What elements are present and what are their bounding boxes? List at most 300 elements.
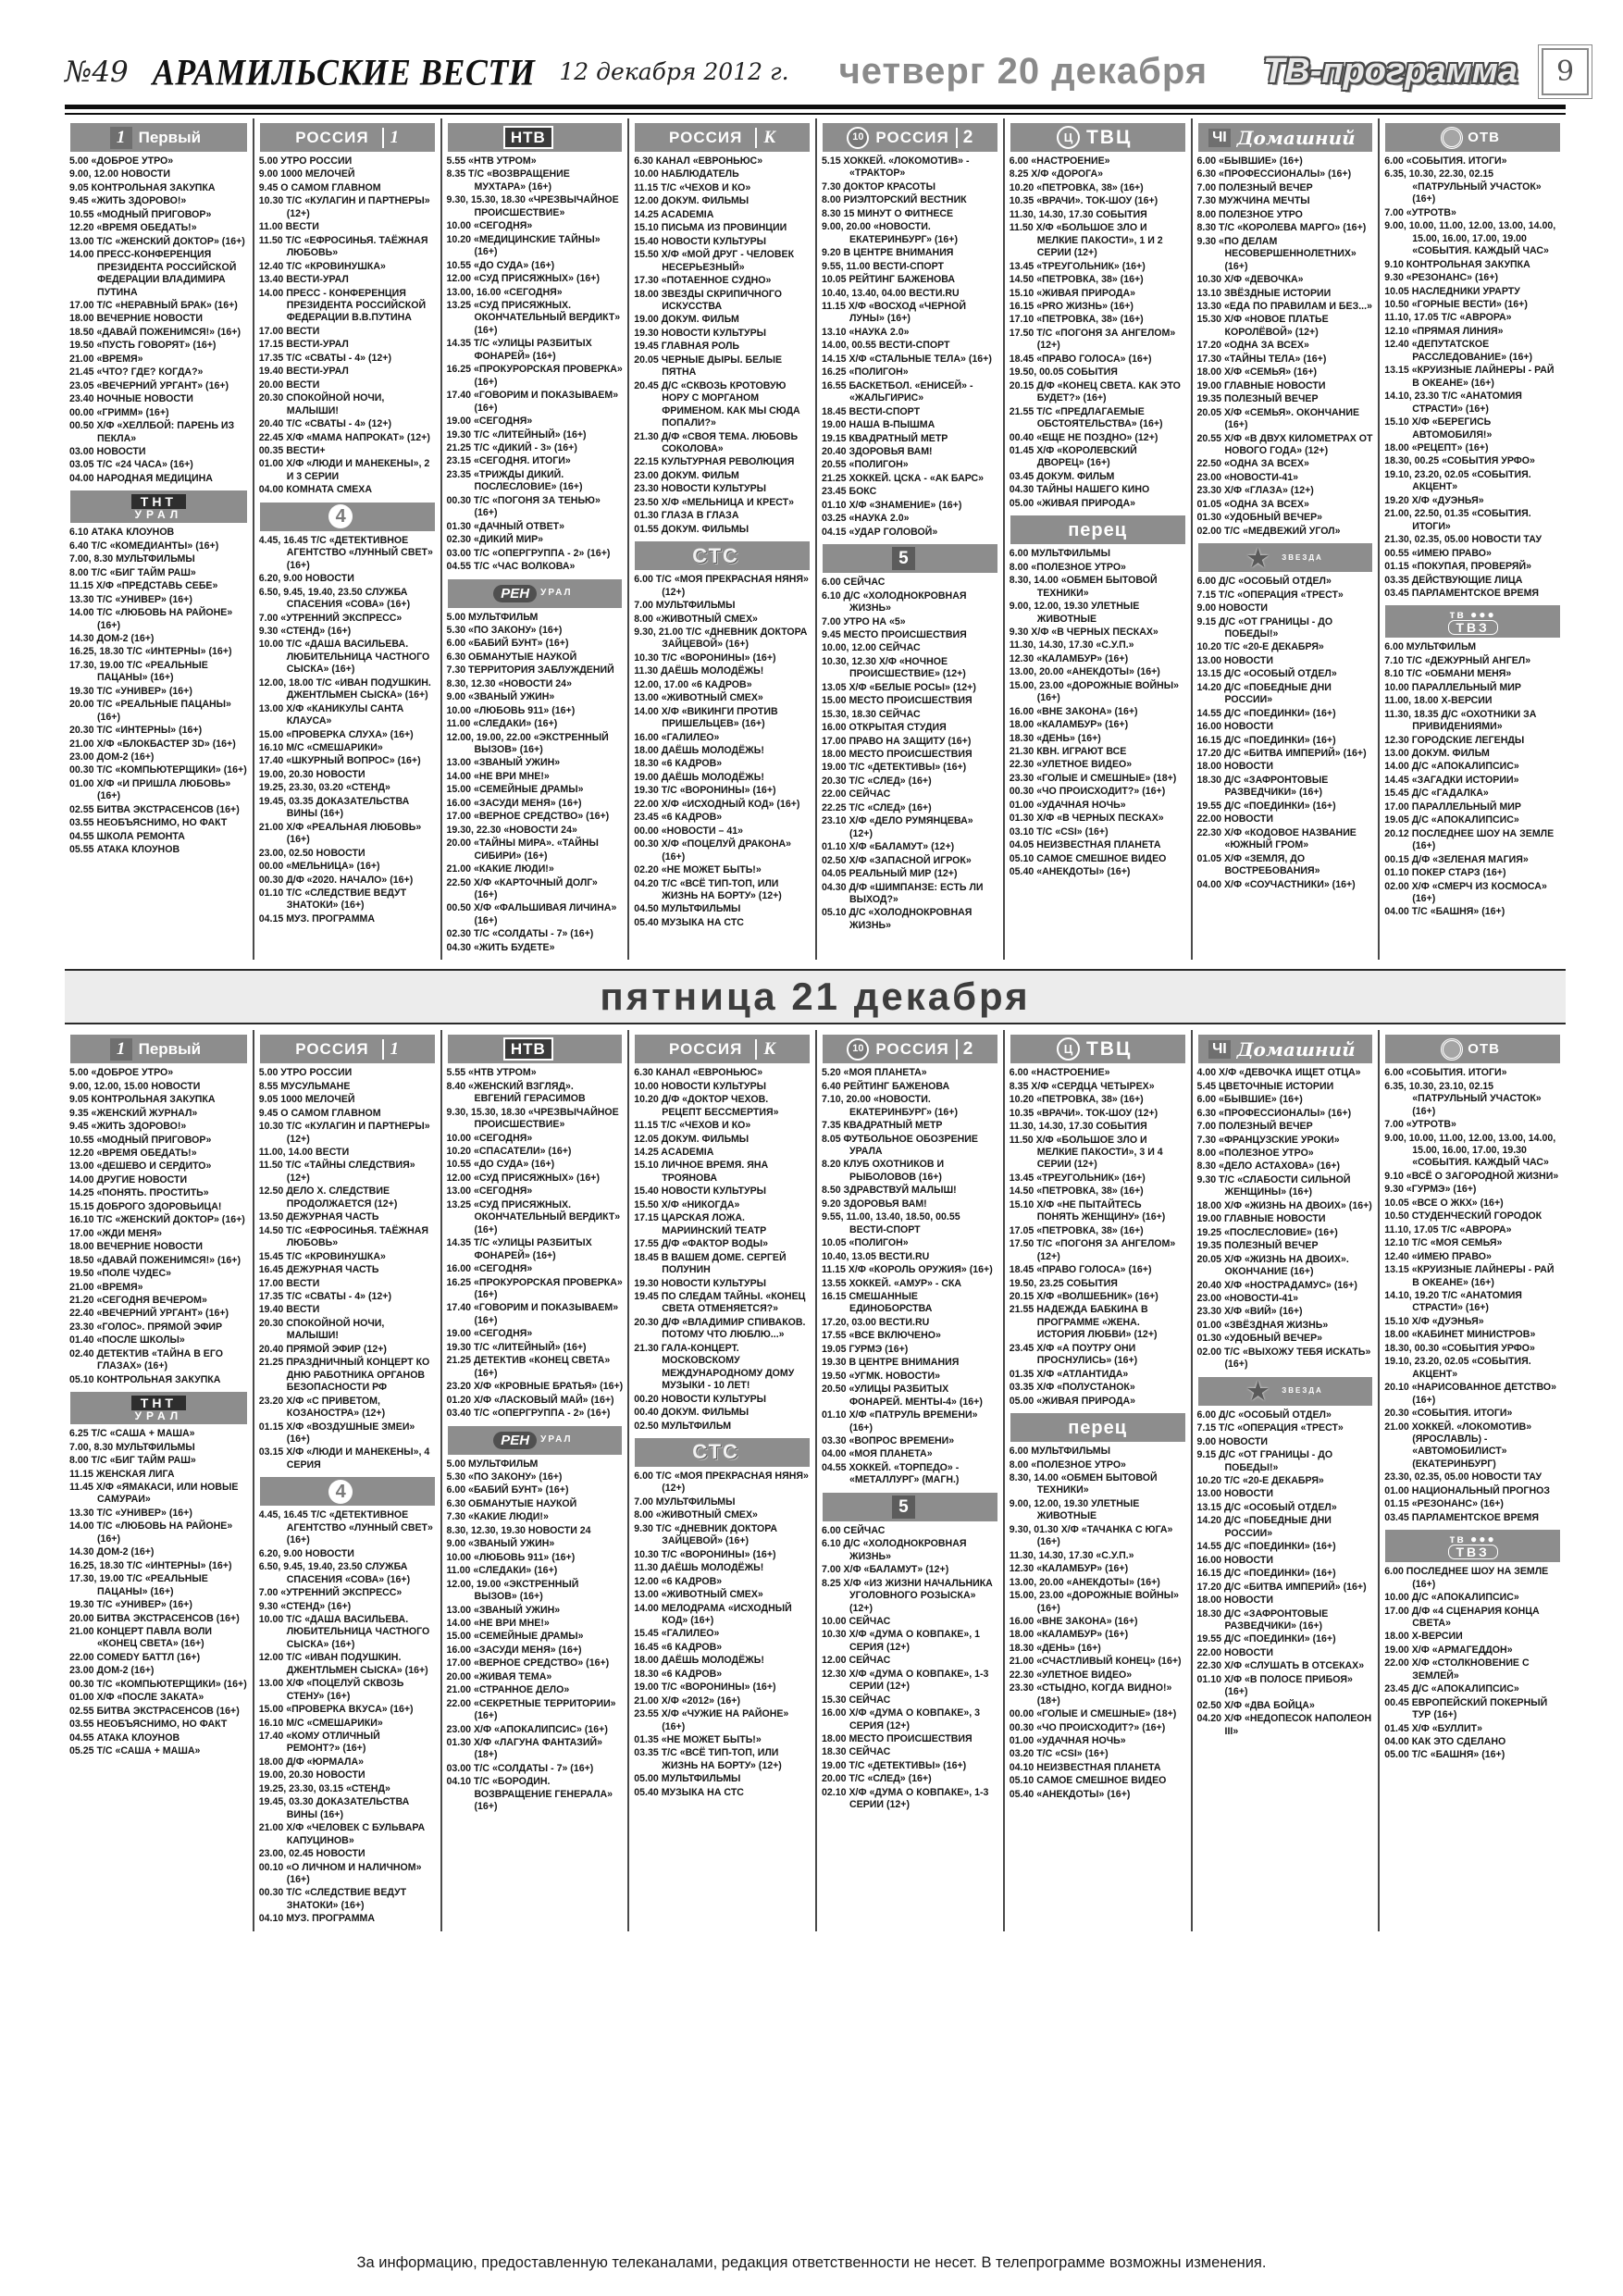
program-item: 21.00 «СТРАННОЕ ДЕЛО» — [446, 1684, 570, 1696]
program-item: 02.00 Х/Ф «СМЕРЧ ИЗ КОСМОСА» (16+) — [1384, 880, 1547, 905]
program-item: 21.00, 22.50, 01.35 «СОБЫТИЯ. ИТОГИ» — [1384, 508, 1531, 532]
program-list-tnt-ural — [69, 1428, 248, 1757]
domashniy-logo-text: Домашний — [1236, 1037, 1356, 1061]
program-item: 5.55 «НТВ УТРОМ» — [446, 1067, 537, 1079]
program-item: 5.00 «ДОБРОЕ УТРО» — [69, 155, 174, 167]
program-item: 14.25 ACADEMIA — [634, 208, 714, 220]
day-grid-thursday — [65, 118, 1566, 960]
program-item: 9.35 «ЖЕНСКИЙ ЖУРНАЛ» — [69, 1107, 198, 1119]
program-item: 19.55 Д/С «ПОЕДИНКИ» (16+) — [1196, 800, 1336, 812]
program-item: 6.30 КАНАЛ «ЕВРОНЬЮС» — [634, 1067, 763, 1079]
rossiya-1-logo-text: РОССИЯ — [295, 1040, 369, 1059]
program-item: 18.00 НОВОСТИ — [1196, 761, 1273, 773]
program-list-otv — [1384, 155, 1561, 600]
program-item: 14.20 Д/С «ПОБЕДНЫЕ ДНИ РОССИИ» — [1196, 681, 1332, 706]
program-item: 13.40 ВЕСТИ-УРАЛ — [258, 274, 349, 286]
program-item: 10.20 «ПЕТРОВКА, 38» (16+) — [1009, 1094, 1144, 1106]
program-item: 9.30 «СТЕНД» (16+) — [258, 625, 352, 637]
program-list-4-kanal — [259, 1509, 436, 1926]
program-list-ren-ural — [447, 612, 624, 955]
rossiya-k-logo-icon: К — [755, 128, 775, 148]
program-item: 14.00 Х/Ф «ВИКИНГИ ПРОТИВ ПРИШЕЛЬЦЕВ» (16+) — [634, 705, 778, 730]
program-item: 22.40 «ВЕЧЕРНИЙ УРГАНТ» (16+) — [69, 1308, 229, 1320]
program-item: 18.00 Х/Ф «ЖИЗНЬ НА ДВОИХ» (16+) — [1196, 1199, 1372, 1211]
perviy-logo-icon: 1 — [110, 1038, 132, 1061]
program-item: 6.35, 10.30, 23.10, 02.15 «ПАТРУЛЬНЫЙ УЧАСТОК» (16+) — [1384, 1080, 1542, 1117]
program-item: 04.30 ТАЙНЫ НАШЕГО КИНО — [1009, 484, 1150, 496]
program-list-4-kanal — [259, 535, 436, 926]
page-header — [65, 0, 1575, 95]
program-item: 13.00 НОВОСТИ — [1196, 1488, 1273, 1500]
tv3-logo-text: ТВЗ — [1448, 1545, 1498, 1559]
program-list-ntv — [447, 155, 624, 574]
program-item: 15.50 Х/Ф «МОЙ ДРУГ - ЧЕЛОВЕК НЕСЕРЬЕЗНЫЙ» — [634, 249, 795, 273]
program-item: 19.10, 23.20, 02.05 «СОБЫТИЯ. АКЦЕНТ» — [1384, 468, 1531, 493]
program-item: 9.45 «ЖИТЬ ЗДОРОВО!» — [69, 1121, 187, 1133]
program-item: 05.40 МУЗЫКА НА СТС — [634, 916, 744, 928]
program-item: 01.15 Х/Ф «ВОЗДУШНЫЕ ЗМЕИ» (16+) — [258, 1421, 415, 1445]
program-item: 10.55 «МОДНЫЙ ПРИГОВОР» — [69, 1134, 212, 1146]
program-item: 6.00 «СОБЫТИЯ. ИТОГИ» — [1384, 155, 1507, 167]
program-item: 23.30 Х/Ф «ВИЙ» (16+) — [1196, 1306, 1303, 1318]
program-item: 11.50 Т/С «ТАЙНЫ СЛЕДСТВИЯ» (12+) — [258, 1160, 415, 1184]
program-item: 16.15 Д/С «ПОЕДИНКИ» (16+) — [1196, 734, 1336, 746]
program-item: 6.00 «НАСТРОЕНИЕ» — [1009, 1067, 1110, 1079]
program-item: 14.00, 00.55 ВЕСТИ-СПОРТ — [822, 340, 950, 352]
program-item: 15.00 «ПРОВЕРКА ВКУСА» (16+) — [258, 1704, 414, 1716]
channel-logo-zvezda — [1198, 543, 1373, 572]
program-item: 10.00 «ЛЮБОВЬ 911» (16+) — [446, 1551, 576, 1563]
program-item: 6.00 «НАСТРОЕНИЕ» — [1009, 155, 1110, 167]
program-item: 18.00 ДАЁШЬ МОЛОДЁЖЬ! — [634, 745, 764, 757]
rossiya-k-logo-text: РОССИЯ — [669, 129, 743, 146]
program-item: 11.30, 14.30, 17.30 «С.У.П.» — [1009, 1549, 1134, 1561]
program-column — [253, 118, 440, 960]
program-item: 12.00 «СУД ПРИСЯЖНЫХ» (16+) — [446, 1172, 600, 1184]
program-item: 12.00, 18.00 Т/С «ИВАН ПОДУШКИН. ДЖЕНТЛЬМЕН СЫСКА» (16+) — [258, 676, 431, 701]
perviy-logo-text: Первый — [138, 129, 202, 146]
program-item: 10.20 «МЕДИЦИНСКИЕ ТАЙНЫ» (16+) — [446, 233, 601, 258]
program-list-rossiya-2 — [822, 155, 998, 539]
program-item: 11.00 ВЕСТИ — [258, 221, 319, 233]
program-list-ren-ural — [447, 1458, 624, 1814]
program-item: 13.05 Х/Ф «БЕЛЫЕ РОСЫ» (12+) — [822, 681, 976, 693]
program-item: 14.55 Д/С «ПОЕДИНКИ» (16+) — [1196, 1541, 1336, 1553]
program-item: 00.30 Х/Ф «ПОЦЕЛУЙ ДРАКОНА» (16+) — [634, 838, 792, 863]
channel-logo-ren-ural — [448, 579, 623, 608]
program-item: 12.30 Х/Ф «ДУМА О КОВПАКЕ», 1-3 СЕРИИ (12+) — [822, 1668, 989, 1693]
program-item: 19.30 НОВОСТИ КУЛЬТУРЫ — [634, 327, 767, 339]
ren-ural-logo-icon: РЕН — [493, 585, 537, 602]
program-item: 13.30 Т/С «УНИВЕР» (16+) — [69, 593, 192, 605]
program-item: 03.35 ДЕЙСТВУЮЩИЕ ЛИЦА — [1384, 574, 1523, 586]
program-item: 04.50 МУЛЬТФИЛЬМЫ — [634, 903, 741, 915]
perec-logo-text: перец — [1068, 1417, 1128, 1438]
issue-number: №49 — [65, 55, 129, 89]
program-item: 8.30 15 МИНУТ О ФИТНЕСЕ — [822, 207, 954, 219]
program-item: 19.25 «ПОСЛЕСЛОВИЕ» (16+) — [1196, 1226, 1338, 1238]
ren-ural-logo-text: УРАЛ — [540, 1434, 573, 1446]
program-item: 6.00 МУЛЬТФИЛЬМЫ — [1009, 548, 1111, 560]
program-item: 19.30 Т/С «ЛИТЕЙНЫЙ» (16+) — [446, 1341, 587, 1353]
program-item: 4.00 Х/Ф «ДЕВОЧКА ИЩЕТ ОТЦА» — [1196, 1067, 1361, 1079]
program-item: 12.50 ДЕЛО Х. СЛЕДСТВИЕ ПРОДОЛЖАЕТСЯ (12+) — [258, 1185, 398, 1210]
program-item: 5.45 ЦВЕТОЧНЫЕ ИСТОРИИ — [1196, 1080, 1334, 1092]
program-item: 04.00 «МОЯ ПЛАНЕТА» — [822, 1448, 933, 1460]
program-item: 7.00 «УТРЕННИЙ ЭКСПРЕСС» — [258, 612, 403, 624]
program-item: 03.40 Т/С «ОПЕРГРУППА - 2» (16+) — [446, 1408, 611, 1420]
program-item: 14.25 «ПОНЯТЬ. ПРОСТИТЬ» — [69, 1187, 209, 1199]
program-item: 21.25 ДЕТЕКТИВ «КОНЕЦ СВЕТА» (16+) — [446, 1355, 611, 1379]
channel-logo-ntv — [448, 123, 623, 152]
program-item: 19.50 «ПОЛЕ ЧУДЕС» — [69, 1268, 172, 1280]
4-kanal-logo-icon: 4 — [328, 504, 353, 528]
program-item: 21.00 Х/Ф «РЕАЛЬНАЯ ЛЮБОВЬ» (16+) — [258, 821, 422, 846]
program-item: 5.30 «ПО ЗАКОНУ» (16+) — [446, 1471, 563, 1483]
program-item: 20.30 СПОКОЙНОЙ НОЧИ, МАЛЫШИ! — [258, 392, 385, 416]
program-column — [440, 1030, 628, 1931]
program-item: 21.00 «СЧАСТЛИВЫЙ КОНЕЦ» (16+) — [1009, 1656, 1182, 1668]
program-item: 13.25 «СУД ПРИСЯЖНЫХ. ОКОНЧАТЕЛЬНЫЙ ВЕРДИКТ» (16+) — [446, 1198, 621, 1235]
program-item: 7.30 МУЖЧИНА МЕЧТЫ — [1196, 195, 1310, 207]
program-item: 00.30 «ЧО ПРОИСХОДИТ?» (16+) — [1009, 786, 1166, 798]
program-item: 10.50 СТУДЕНЧЕСКИЙ ГОРОДОК — [1384, 1210, 1542, 1222]
program-item: 17.15 ВЕСТИ-УРАЛ — [258, 339, 349, 351]
program-item: 16.25, 18.30 Т/С «ИНТЕРНЫ» (16+) — [69, 646, 232, 658]
program-item: 12.00 ДОКУМ. ФИЛЬМЫ — [634, 195, 750, 207]
program-item: 17.35 Т/С «СВАТЫ - 4» (12+) — [258, 1290, 392, 1302]
program-item: 19.35 ПОЛЕЗНЫЙ ВЕЧЕР — [1196, 1240, 1319, 1252]
program-item: 9.30 «ПО ДЕЛАМ НЕСОВЕРШЕННОЛЕТНИХ» (16+) — [1196, 235, 1357, 272]
program-item: 01.30 «ДАЧНЫЙ ОТВЕТ» — [446, 520, 565, 532]
program-item: 01.35 «НЕ МОЖЕТ БЫТЬ!» — [634, 1734, 762, 1746]
rossiya-2-logo-text: РОССИЯ — [875, 1040, 949, 1059]
program-item: 03.05 Т/С «24 ЧАСА» (16+) — [69, 459, 193, 471]
program-item: 14.00 Т/С «ЛЮБОВЬ НА РАЙОНЕ» (16+) — [69, 1520, 233, 1545]
program-item: 15.00 МЕСТО ПРОИСШЕСТВИЯ — [822, 695, 973, 707]
program-item: 14.10, 19.20 Т/С «АНАТОМИЯ СТРАСТИ» (16+) — [1384, 1289, 1522, 1314]
program-item: 5.55 «НТВ УТРОМ» — [446, 155, 537, 167]
channel-logo-rossiya-2 — [823, 1035, 997, 1063]
program-item: 6.40 РЕЙТИНГ БАЖЕНОВА — [822, 1080, 950, 1092]
program-item: 19.05 ГУРМЭ (16+) — [822, 1343, 909, 1355]
program-column — [65, 1030, 253, 1931]
program-item: 00.50 Х/Ф «ФАЛЬШИВАЯ ЛИЧИНА» (16+) — [446, 902, 617, 926]
program-item: 02.30 «ДИКИЙ МИР» — [446, 534, 544, 546]
program-item: 17.00 ВЕСТИ — [258, 1277, 320, 1289]
program-item: 10.20 «СПАСАТЕЛИ» (16+) — [446, 1146, 572, 1157]
program-item: 7.00 ПОЛЕЗНЫЙ ВЕЧЕР — [1196, 1121, 1313, 1133]
program-item: 9.30 Х/Ф «В ЧЕРНЫХ ПЕСКАХ» — [1009, 626, 1158, 638]
program-item: 13.15 «КРУИЗНЫЕ ЛАЙНЕРЫ - РАЙ В ОКЕАНЕ» (16+) — [1384, 365, 1555, 389]
program-item: 9.00, 10.00, 11.00, 12.00, 13.00, 14.00, 15.00, 16.00, 17.00, 19.00 «СОБЫТИЯ. КАЖДЫЙ ЧАС» — [1384, 220, 1556, 257]
program-item: 12.00, 19.00 «ЭКСТРЕННЫЙ ВЫЗОВ» (16+) — [446, 1578, 579, 1603]
program-item: 11.10, 17.05 Т/С «АВРОРА» — [1384, 312, 1512, 324]
program-item: 01.45 Х/Ф «БУЛЛИТ» — [1384, 1722, 1482, 1734]
program-item: 10.00 СЕЙЧАС — [822, 1615, 891, 1627]
program-item: 05.40 МУЗЫКА НА СТС — [634, 1786, 744, 1798]
program-item: 20.30 «СОБЫТИЯ. ИТОГИ» — [1384, 1408, 1513, 1420]
program-item: 7.00 Х/Ф «БАЛАМУТ» (12+) — [822, 1564, 949, 1576]
program-item: 13.45 «ТРЕУГОЛЬНИК» (16+) — [1009, 1172, 1146, 1184]
program-item: 13.00 Х/Ф «ПОЦЕЛУЙ СКВОЗЬ СТЕНУ» (16+) — [258, 1678, 404, 1702]
program-item: 8.30, 12.30, 19.30 НОВОСТИ 24 — [446, 1524, 591, 1536]
program-item: 20.00 ВЕСТИ — [258, 379, 320, 391]
zvezda-logo-icon: ★ — [1246, 1377, 1270, 1406]
rossiya-2-logo-sub: 2 — [956, 128, 973, 148]
program-item: 00.00 «НОВОСТИ – 41» — [634, 825, 744, 837]
program-item: 17.55 «ВСЕ ВКЛЮЧЕНО» — [822, 1330, 941, 1342]
program-list-domashniy — [1197, 155, 1374, 538]
program-item: 03.30 «ВОПРОС ВРЕМЕНИ» — [822, 1434, 955, 1446]
program-item: 00.30 Т/С «СЛЕДСТВИЕ ВЕДУТ ЗНАТОКИ» (16+) — [258, 1887, 407, 1911]
program-item: 10.30 Х/Ф «ДУМА О КОВПАКЕ», 1 СЕРИЯ (12+) — [822, 1629, 981, 1653]
program-item: 19.35 ПОЛЕЗНЫЙ ВЕЧЕР — [1196, 393, 1319, 405]
program-item: 11.15 Х/Ф «КОРОЛЬ ОРУЖИЯ» (16+) — [822, 1264, 993, 1276]
program-item: 14.00 МЕЛОДРАМА «ИСХОДНЫЙ КОД» (16+) — [634, 1602, 792, 1626]
program-item: 04.00 КАК ЭТО СДЕЛАНО — [1384, 1736, 1506, 1748]
4-kanal-logo-icon: 4 — [328, 1480, 353, 1504]
program-item: 8.30 Т/С «КОРОЛЕВА МАРГО» (16+) — [1196, 222, 1367, 234]
program-item: 21.00 ХОККЕЙ. «ЛОКОМОТИВ» (ЯРОСЛАВЛЬ) - «АВТОМОБИЛИСТ» (ЕКАТЕРИНБУРГ) — [1384, 1421, 1532, 1470]
program-item: 8.00 «ПОЛЕЗНОЕ УТРО» — [1009, 561, 1126, 573]
program-item: 9.00 «ЗВАНЫЙ УЖИН» — [446, 1538, 555, 1550]
program-item: 10.00 ПАРАЛЛЕЛЬНЫЙ МИР — [1384, 681, 1521, 693]
program-item: 17.55 Д/Ф «ФАКТОР ВОДЫ» — [634, 1238, 768, 1250]
program-item: 02.50 МУЛЬТФИЛЬМ — [634, 1420, 732, 1432]
channel-logo-rossiya-2 — [823, 123, 997, 152]
program-item: 23.00 ДОКУМ. ФИЛЬМ — [634, 469, 739, 481]
program-item: 8.25 Х/Ф «ДОРОГА» — [1009, 168, 1104, 180]
program-item: 17.20 Д/С «БИТВА ИМПЕРИЙ» (16+) — [1196, 748, 1367, 760]
program-item: 04.20 Т/С «ВСЁ ТИП-ТОП, ИЛИ ЖИЗНЬ НА БОРТУ» (12+) — [634, 877, 782, 902]
program-item: 03.45 ПАРЛАМЕНТСКОЕ ВРЕМЯ — [1384, 1511, 1540, 1523]
program-item: 21.00 «КАКИЕ ЛЮДИ!» — [446, 863, 554, 875]
program-item: 03.20 Т/С «CSI» (16+) — [1009, 1748, 1109, 1760]
program-item: 10.55 «ДО СУДА» (16+) — [446, 259, 555, 271]
program-item: 9.00, 12.00 НОВОСТИ — [69, 168, 170, 180]
program-item: 20.05 Х/Ф «ЖИЗНЬ НА ДВОИХ». ОКОНЧАНИЕ (16+) — [1196, 1253, 1349, 1278]
program-item: 16.15 Д/С «ПОЕДИНКИ» (16+) — [1196, 1568, 1336, 1580]
program-item: 6.30 КАНАЛ «ЕВРОНЬЮС» — [634, 155, 763, 167]
program-item: 20.40 ЗДОРОВЬЯ ВАМ! — [822, 445, 933, 457]
tvc-logo-text: ТВЦ — [1085, 127, 1133, 148]
program-item: 21.00 Х/Ф «2012» (16+) — [634, 1694, 741, 1706]
program-item: 11.15 Х/Ф «ВОСХОД «ЧЕРНОЙ ЛУНЫ» (16+) — [822, 300, 966, 325]
program-item: 21.00 Х/Ф «БЛОКБАСТЕР 3D» (16+) — [69, 738, 236, 750]
program-item: 10.00 «СЕГОДНЯ» — [446, 220, 533, 232]
program-item: 23.00 Х/Ф «АПОКАЛИПСИС» (16+) — [446, 1723, 608, 1735]
program-item: 12.40 «ДЕПУТАТСКОЕ РАССЛЕДОВАНИЕ» (16+) — [1384, 339, 1533, 363]
program-item: 19.00 «СЕГОДНЯ» — [446, 1328, 533, 1340]
program-item: 8.50 ЗДРАВСТВУЙ МАЛЫШ! — [822, 1185, 957, 1197]
channel-logo-rossiya-1 — [260, 123, 435, 152]
program-item: 17.30, 19.00 Т/С «РЕАЛЬНЫЕ ПАЦАНЫ» (16+) — [69, 1573, 208, 1597]
program-list-sts — [634, 574, 811, 929]
program-item: 15.10 Х/Ф «БЕРЕГИСЬ АВТОМОБИЛЯ!» — [1384, 416, 1493, 441]
program-item: 18.45 ВЕСТИ-СПОРТ — [822, 405, 921, 417]
program-item: 23.50 Х/Ф «МЕЛЬНИЦА И КРЕСТ» — [634, 496, 795, 508]
program-item: 7.15 Т/С «ОПЕРАЦИЯ «ТРЕСТ» — [1196, 1422, 1344, 1434]
program-item: 9.45 О САМОМ ГЛАВНОМ — [258, 1107, 381, 1119]
channel-logo-sts — [635, 541, 810, 570]
program-item: 20.00 Т/С «РЕАЛЬНЫЕ ПАЦАНЫ» (16+) — [69, 699, 231, 723]
program-item: 02.50 Х/Ф «ЗАПАСНОЙ ИГРОК» — [822, 854, 972, 866]
program-column — [627, 1030, 815, 1931]
program-item: 10.30, 12.30 Х/Ф «НОЧНОЕ ПРОИСШЕСТВИЕ» (12+) — [822, 655, 966, 680]
program-item: 13.15 «КРУИЗНЫЕ ЛАЙНЕРЫ - РАЙ В ОКЕАНЕ» (16+) — [1384, 1264, 1555, 1288]
tvc-logo-icon: Ц — [1057, 1037, 1080, 1061]
program-list-rossiya-k — [634, 1067, 811, 1433]
sts-logo-icon: СТС — [692, 543, 739, 567]
program-item: 22.45 Х/Ф «МАМА НАПРОКАТ» (12+) — [258, 431, 430, 443]
program-item: 20.05 Х/Ф «СЕМЬЯ». ОКОНЧАНИЕ (16+) — [1196, 406, 1360, 431]
perec-logo-text: перец — [1068, 519, 1128, 540]
tvc-logo-icon: Ц — [1057, 126, 1080, 149]
program-item: 9.30, 01.30 Х/Ф «ТАЧАНКА С ЮГА» (16+) — [1009, 1523, 1173, 1548]
program-item: 21.30, 02.35, 05.00 НОВОСТИ ТАУ — [1384, 534, 1542, 546]
program-item: 14.10, 23.30 Т/С «АНАТОМИЯ СТРАСТИ» (16+) — [1384, 391, 1522, 415]
program-item: 19.30, 22.30 «НОВОСТИ 24» — [446, 824, 577, 836]
program-item: 9.00, 12.00, 15.00 НОВОСТИ — [69, 1080, 201, 1092]
program-item: 11.50 Х/Ф «БОЛЬШОЕ ЗЛО И МЕЛКИЕ ПАКОСТИ», 1 И 2 СЕРИИ (12+) — [1009, 222, 1163, 259]
program-item: 13.00 «ЗВАНЫЙ УЖИН» — [446, 1604, 561, 1616]
program-item: 17.05 «ПЕТРОВКА, 38» (16+) — [1009, 1224, 1144, 1236]
program-item: 10.00 «ЛЮБОВЬ 911» (16+) — [446, 704, 576, 716]
program-item: 04.15 «УДАР ГОЛОВОЙ» — [822, 526, 938, 538]
program-item: 01.55 ДОКУМ. ФИЛЬМЫ — [634, 523, 750, 535]
program-item: 13.00 «ЗВАНЫЙ УЖИН» — [446, 757, 561, 769]
program-item: 20.40 Х/Ф «НОСТРАДАМУС» (16+) — [1196, 1279, 1357, 1291]
program-item: 19.25, 23.30, 03.20 «СТЕНД» — [258, 782, 390, 794]
program-item: 16.25 «ПРОКУРОРСКАЯ ПРОВЕРКА» (16+) — [446, 1276, 623, 1300]
channel-logo-sts — [635, 1438, 810, 1467]
program-item: 00.00 «МЕЛЬНИЦА» (16+) — [258, 861, 380, 873]
program-item: 13.00, 16.00 «СЕГОДНЯ» — [446, 286, 563, 298]
program-item: 8.30, 14.00 «ОБМЕН БЫТОВОЙ ТЕХНИКИ» — [1009, 1471, 1158, 1496]
program-item: 18.50 «ДАВАЙ ПОЖЕНИМСЯ!» (16+) — [69, 326, 241, 338]
program-item: 6.30 «ПРОФЕССИОНАЛЫ» (16+) — [1196, 1107, 1352, 1119]
program-item: 03.00 НОВОСТИ — [69, 445, 146, 457]
program-item: 14.50 «ПЕТРОВКА, 38» (16+) — [1009, 1185, 1144, 1198]
program-item: 17.00 «ЖДИ МЕНЯ» — [69, 1227, 163, 1239]
program-list-5-kanal — [822, 1525, 998, 1812]
program-item: 17.30, 19.00 Т/С «РЕАЛЬНЫЕ ПАЦАНЫ» (16+) — [69, 659, 208, 684]
program-item: 16.00 Х/Ф «ДУМА О КОВПАКЕ», 3 СЕРИЯ (12+) — [822, 1707, 981, 1731]
program-item: 9.55, 11.00 ВЕСТИ-СПОРТ — [822, 260, 944, 272]
otv-logo-icon — [1441, 127, 1463, 149]
program-item: 03.15 Х/Ф «ЛЮДИ И МАНЕКЕНЫ», 4 СЕРИЯ — [258, 1446, 430, 1471]
program-item: 9.10 КОНТРОЛЬНАЯ ЗАКУПКА — [1384, 258, 1530, 270]
program-item: 19.50 «ПУСТЬ ГОВОРЯТ» (16+) — [69, 340, 217, 352]
program-item: 6.50, 9.45, 19.40, 23.50 СЛУЖБА СПАСЕНИЯ «СОВА» (16+) — [258, 1561, 411, 1585]
program-list-perviy — [69, 1067, 248, 1386]
program-item: 01.15 «ПОКУПАЯ, ПРОВЕРЯЙ» — [1384, 561, 1531, 573]
program-item: 9.10 «ВСЁ О ЗАГОРОДНОЙ ЖИЗНИ» — [1384, 1170, 1559, 1182]
tvc-logo-text: ТВЦ — [1085, 1038, 1133, 1061]
program-list-rossiya-k — [634, 155, 811, 536]
program-item: 6.10 АТАКА КЛОУНОВ — [69, 527, 175, 539]
perviy-logo-icon: 1 — [110, 127, 132, 149]
channel-logo-rossiya-k — [635, 123, 810, 152]
program-item: 20.10 «НАРИСОВАННОЕ ДЕТСТВО» (16+) — [1384, 1382, 1556, 1406]
program-item: 04.00 Х/Ф «СОУЧАСТНИКИ» (16+) — [1196, 878, 1356, 890]
program-item: 04.05 РЕАЛЬНЫЙ МИР (12+) — [822, 868, 958, 880]
program-item: 10.30 Т/С «КУЛАГИН И ПАРТНЕРЫ» (12+) — [258, 1121, 430, 1145]
program-item: 7.00, 8.30 МУЛЬТФИЛЬМЫ — [69, 1441, 195, 1453]
program-item: 03.55 НЕОБЪЯСНИМО, НО ФАКТ — [69, 817, 228, 829]
program-item: 5.00 «ДОБРОЕ УТРО» — [69, 1067, 174, 1079]
program-item: 20.45 Д/С «СКВОЗЬ КРОТОВУЮ НОРУ С МОРГАНОМ ФРИМЕНОМ. КАК МЫ СЮДА ПОПАЛИ?» — [634, 379, 800, 429]
program-item: 23.00 ДОМ-2 (16+) — [69, 1665, 155, 1677]
program-list-ntv — [447, 1067, 624, 1420]
program-item: 10.50 «ГОРНЫЕ ВЕСТИ» (16+) — [1384, 298, 1528, 310]
program-item: 9.55, 11.00, 13.40, 18.50, 00.55 ВЕСТИ-СПОРТ — [822, 1211, 960, 1235]
program-item: 00.20 НОВОСТИ КУЛЬТУРЫ — [634, 1393, 767, 1405]
program-column — [627, 118, 815, 960]
tv3-logo-text: ТВЗ — [1448, 620, 1498, 635]
program-item: 19.05 Д/С «АПОКАЛИПСИС» — [1384, 814, 1519, 826]
newspaper-title: АРАМИЛЬСКИЕ ВЕСТИ — [152, 51, 536, 93]
program-item: 17.00 ПРАВО НА ЗАЩИТУ (16+) — [822, 735, 972, 747]
program-item: 15.10 ПИСЬМА ИЗ ПРОВИНЦИИ — [634, 222, 787, 234]
program-item: 01.30 Х/Ф «В ЧЕРНЫХ ПЕСКАХ» — [1009, 813, 1164, 825]
program-item: 19.25, 23.30, 03.15 «СТЕНД» — [258, 1782, 390, 1794]
program-item: 18.00 ВЕЧЕРНИЕ НОВОСТИ — [69, 1241, 204, 1253]
program-item: 18.00 «КАЛАМБУР» (16+) — [1009, 719, 1129, 731]
program-item: 17.40 «КОМУ ОТЛИЧНЫЙ РЕМОНТ?» (16+) — [258, 1731, 380, 1755]
program-item: 9.00 «ЗВАНЫЙ УЖИН» — [446, 691, 555, 703]
program-item: 11.15 Т/С «ЧЕХОВ И КО» — [634, 1120, 751, 1132]
program-item: 23.55 Х/Ф «ЧУЖИЕ НА РАЙОНЕ» (16+) — [634, 1708, 789, 1732]
program-item: 11.45 Х/Ф «ЯМАКАСИ, ИЛИ НОВЫЕ САМУРАИ» — [69, 1481, 239, 1506]
rossiya-1-logo-icon: 1 — [382, 128, 400, 148]
program-item: 23.00 «НОВОСТИ-41» — [1196, 1292, 1299, 1304]
program-item: 20.05 ЧЕРНЫЕ ДЫРЫ. БЕЛЫЕ ПЯТНА — [634, 354, 783, 379]
program-item: 6.00 «СОБЫТИЯ. ИТОГИ» — [1384, 1067, 1507, 1079]
program-item: 14.15 Х/Ф «СТАЛЬНЫЕ ТЕЛА» (16+) — [822, 353, 992, 365]
channel-logo-tvc — [1010, 1035, 1185, 1063]
program-item: 04.10 НЕИЗВЕСТНАЯ ПЛАНЕТА — [1009, 1761, 1161, 1773]
program-item: 14.00 «НЕ ВРИ МНЕ!» — [446, 770, 550, 782]
program-item: 14.45 «ЗАГАДКИ ИСТОРИИ» — [1384, 774, 1519, 786]
program-item: 9.15 Д/С «ОТ ГРАНИЦЫ - ДО ПОБЕДЫ!» — [1196, 1449, 1333, 1473]
program-item: 00.10 «О ЛИЧНОМ И НАЛИЧНОМ» (16+) — [258, 1861, 422, 1886]
program-item: 7.00 УТРО НА «5» — [822, 615, 906, 627]
program-item: 01.30 Х/Ф «ЛАГУНА ФАНТАЗИЙ» (18+) — [446, 1737, 603, 1761]
program-item: 03.45 ПАРЛАМЕНТСКОЕ ВРЕМЯ — [1384, 587, 1540, 599]
program-item: 05.40 «АНЕКДОТЫ» (16+) — [1009, 866, 1131, 878]
program-item: 01.00 Х/Ф «И ПРИШЛА ЛЮБОВЬ» (16+) — [69, 777, 231, 802]
program-item: 18.00 ВЕЧЕРНИЕ НОВОСТИ — [69, 313, 204, 325]
program-item: 10.20 Т/С «20-Е ДЕКАБРЯ» — [1196, 641, 1324, 653]
program-item: 8.55 МУСУЛЬМАНЕ — [258, 1080, 351, 1092]
program-item: 17.20 Д/С «БИТВА ИМПЕРИЙ» (16+) — [1196, 1581, 1367, 1593]
program-item: 22.00 «СЕКРЕТНЫЕ ТЕРРИТОРИИ» (16+) — [446, 1697, 616, 1722]
ntv-logo-icon: НТВ — [503, 126, 553, 149]
program-list-tvc — [1010, 1067, 1186, 1408]
program-item: 11.30 ДАЁШЬ МОЛОДЁЖЬ! — [634, 665, 764, 677]
sts-logo-icon: СТС — [692, 1440, 739, 1464]
program-item: 6.30 «ПРОФЕССИОНАЛЫ» (16+) — [1196, 168, 1352, 180]
program-item: 01.10 Х/Ф «БАЛАМУТ» (12+) — [822, 841, 955, 853]
channel-logo-ntv — [448, 1035, 623, 1063]
program-item: 15.30, 18.30 СЕЙЧАС — [822, 708, 921, 720]
program-item: 6.00 Т/С «МОЯ ПРЕКРАСНАЯ НЯНЯ» (12+) — [634, 1470, 809, 1495]
program-item: 8.30 «ДЕЛО АСТАХОВА» (16+) — [1196, 1160, 1341, 1173]
program-item: 19.00 НАША В-ПЫШМА — [822, 419, 935, 431]
program-item: 9.05 КОНТРОЛЬНАЯ ЗАКУПКА — [69, 181, 216, 193]
